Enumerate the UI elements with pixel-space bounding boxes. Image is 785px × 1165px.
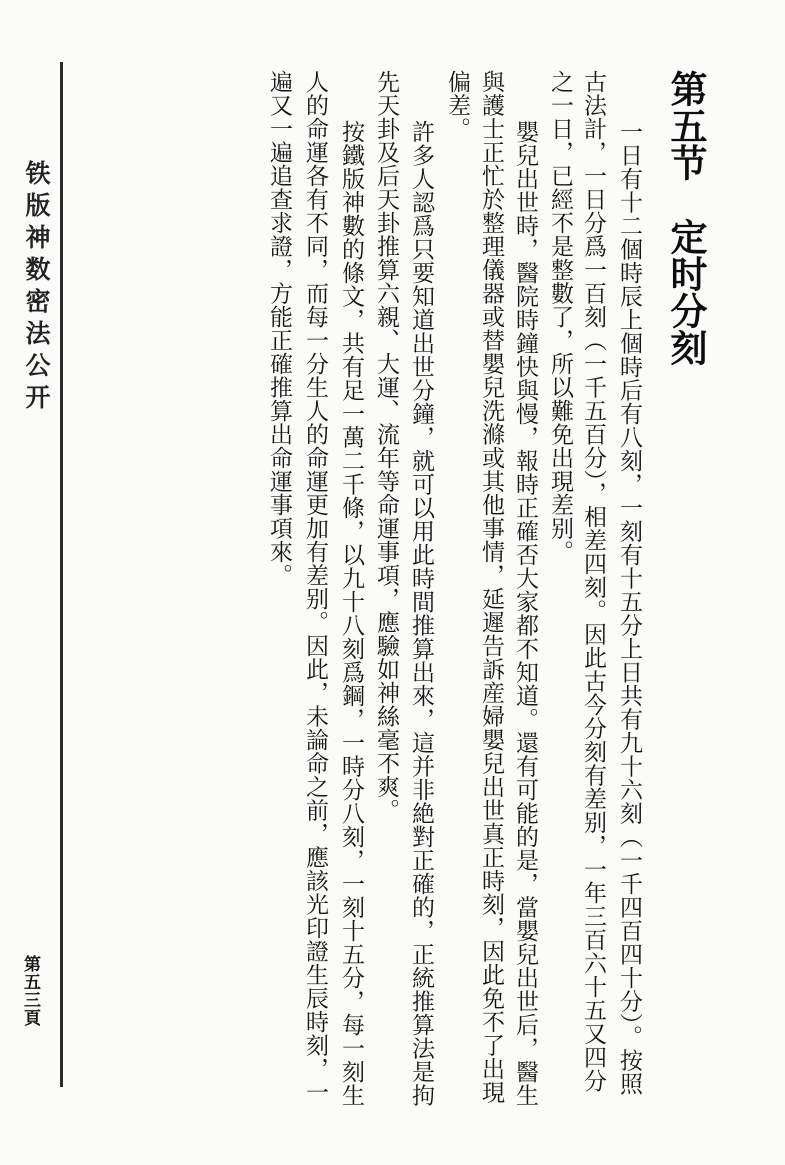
text-column-3: 之一日，已經不是整數了，所以難免出現差别。 — [547, 70, 573, 564]
text-column-7: 許多人認爲只要知道出世分鐘，就可以用此時間推算出來，這并非絶對正確的，正統推算法是拘 — [408, 120, 434, 1107]
text-column-10: 人的命運各有不同，而每一分生人的命運更加有差别。因此，未論命之前，應該光印證生辰時刻，一 — [302, 70, 328, 1104]
text-column-11: 遍又一遍追查求證，方能正確推算出命運事項來。 — [266, 70, 292, 587]
book-title: 铁版神数密法公开 — [22, 160, 51, 416]
margin-rule — [60, 62, 63, 1087]
text-column-2: 古法計，一日分爲一百刻（一千五百分），相差四刻。因此古今分刻有差别，一年三百六十五又四分 — [580, 70, 606, 1093]
text-column-4: 嬰兒出世時，醫院時鐘快與慢，報時正確否大家都不知道。還有可能的是，當嬰兒出世后，醫生 — [512, 120, 538, 1107]
page-number: 第五三頁 — [20, 955, 40, 1027]
text-column-8: 先天卦及后天卦推算六親、大運、流年等命運事項，應驗如神絲毫不爽。 — [373, 70, 399, 822]
text-column-6: 偏差。 — [444, 70, 470, 141]
text-column-1: 一日有十二個時辰上個時后有八刻，一刻有十五分上日共有九十六刻（一千四百四十分）。按照 — [616, 120, 642, 1096]
section-heading: 第五节 定时分刻 — [664, 70, 707, 366]
text-column-5: 與護士正忙於整理儀器或替嬰兒洗滌或其他事情，延遲告訴産婦嬰兒出世真正時刻，因此免不了出現 — [478, 70, 504, 1104]
text-column-9: 按鐵版神數的條文，共有足一萬二千條，以九十八刻爲鋼，一時分八刻，一刻十五分，每一刻生 — [338, 120, 364, 1107]
